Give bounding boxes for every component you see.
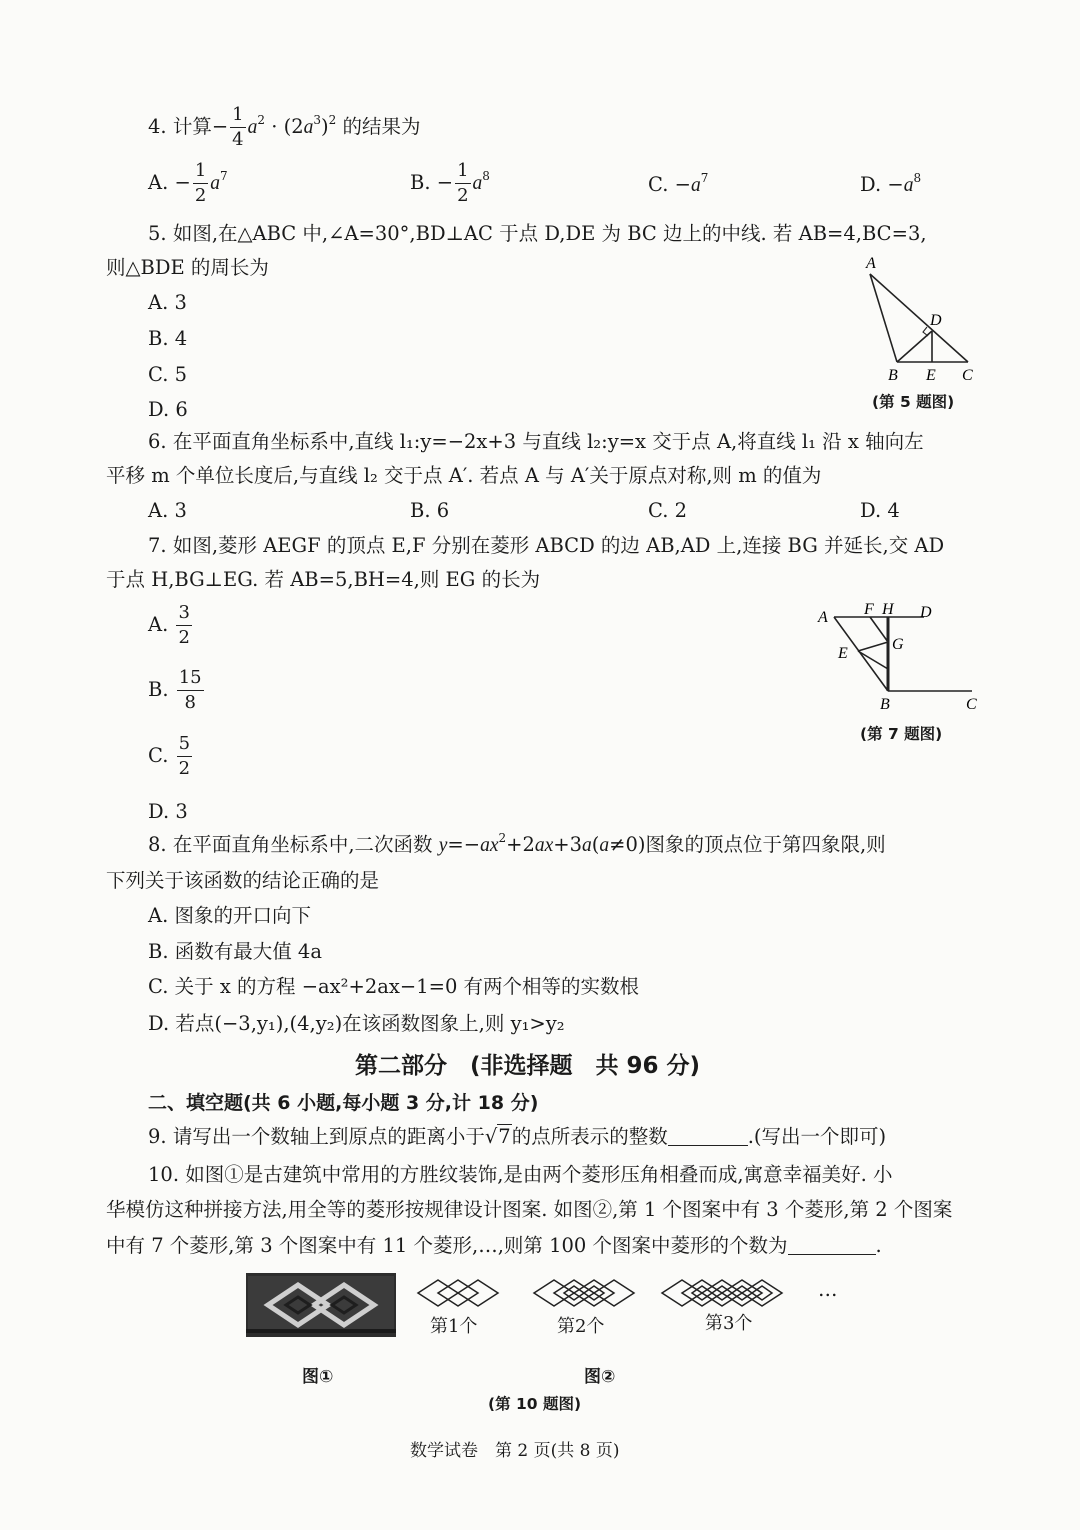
q7-option-c: C. $\frac{5}{2}$ [148,733,191,779]
q7-line2: 于点 H,BG⊥EG. 若 AB=5,BH=4,则 EG 的长为 [106,568,541,591]
q7-option-d: D. 3 [148,800,188,823]
q4-expression: − $\frac{1}{4}$ $a^2 \cdot (2a^3)^2$ [211,104,337,150]
q5-label-e: E [926,367,936,384]
q4-stem-prefix: 计算 [172,115,212,138]
q4-stem-suffix: 的结果为 [342,115,421,138]
q7-label-f: F [864,601,874,618]
q7-label-b: B [880,696,890,713]
q7-segment-eg [858,642,888,651]
q4-stem [148,106,421,149]
q5-figure-caption: (第 5 题图) [872,393,955,411]
q6-option-b: B. 6 [410,499,450,522]
q4-option-a: A. − $\frac{1}{2}$ $a^7$ [148,160,228,206]
q10-pattern-1-label: 第1个 [430,1316,478,1337]
part2-title: 第二部分 (非选择题 共 96 分) [355,1053,701,1079]
q9-stem: 9. 请写出一个数轴上到原点的距离小于√7的点所表示的整数 .(写出一个即可) [148,1125,887,1148]
q7-label-a: A [818,609,828,626]
q7-label-c: C [966,696,977,713]
q7-figure-caption: (第 7 题图) [860,725,943,743]
q5-segment-ab [870,274,897,362]
q10-pattern-3 [660,1276,790,1310]
q10-figure2-label: 图② [584,1367,616,1387]
q7-label-h: H [882,601,894,618]
q4-option-d: D. $-a^8$ [860,171,922,196]
q10-figure1-photo [246,1273,396,1337]
q10-line1: 10. 如图①是古建筑中常用的方胜纹装饰,是由两个菱形压角相叠而成,寓意幸福美好. 小 [148,1163,893,1186]
q5-segment-ac [870,274,968,362]
q5-option-a: A. 3 [148,291,187,314]
q7-label-g: G [892,636,904,653]
q7-line1: 7. 如图,菱形 AEGF 的顶点 E,F 分别在菱形 ABCD 的边 AB,AD 上,连接 BG 并延长,交 AD [148,534,945,557]
q10-figure1-label: 图① [302,1367,334,1387]
q5-option-b: B. 4 [148,327,188,350]
q10-ellipsis: … [818,1278,838,1301]
q10-line3: 中有 7 个菱形,第 3 个图案中有 11 个菱形,…,则第 100 个图案中菱形的个数为 . [106,1234,882,1257]
q8-option-c: C. 关于 x 的方程 −ax²+2ax−1=0 有两个相等的实数根 [148,975,640,998]
q8-option-b: B. 函数有最大值 4a [148,940,322,963]
q7-option-a: A. $\frac{3}{2}$ [148,602,190,648]
q4-frac: $\frac{1}{4}$ [232,104,244,150]
q7-label-d: D [920,604,932,621]
q5-line2: 则△BDE 的周长为 [106,256,269,279]
q6-option-c: C. 2 [648,499,688,522]
q9-answer-blank[interactable] [668,1127,748,1146]
q8-option-a: A. 图象的开口向下 [148,904,311,927]
q7-segment-fg [870,617,888,642]
fill-blank-section-heading: 二、填空题(共 6 小题,每小题 3 分,计 18 分) [148,1092,539,1114]
q8-option-d: D. 若点(−3,y₁),(4,y₂)在该函数图象上,则 y₁>y₂ [148,1012,565,1035]
q5-label-d: D [930,312,942,329]
q5-figure [850,252,990,387]
q5-line1: 5. 如图,在△ABC 中,∠A=30°,BD⊥AC 于点 D,DE 为 BC 边上的中线. 若 AB=4,BC=3, [148,222,927,245]
q6-option-d: D. 4 [860,499,900,522]
q8-line2: 下列关于该函数的结论正确的是 [106,869,380,892]
q5-label-a: A [866,255,876,272]
q6-line1: 6. 在平面直角坐标系中,直线 l₁:y=−2x+3 与直线 l₂:y=x 交于点 A,将直线 l₁ 沿 x 轴向左 [148,430,924,453]
q7-option-b: B. $\frac{15}{8}$ [148,667,202,713]
q4-option-c: C. $-a^7$ [648,171,709,196]
q10-line2: 华模仿这种拼接方法,用全等的菱形按规律设计图案. 如图②,第 1 个图案中有 3 个菱形,第 2 个图案 [106,1198,953,1221]
q10-figure-caption: (第 10 题图) [488,1395,582,1413]
q7-figure [812,597,987,715]
q6-line2: 平移 m 个单位长度后,与直线 l₂ 交于点 A′. 若点 A 与 A′关于原点对称,则 m 的值为 [106,464,822,487]
q10-pattern-3-label: 第3个 [705,1313,753,1334]
q4-option-b: B. − $\frac{1}{2}$ $a^8$ [410,160,490,206]
q5-option-c: C. 5 [148,363,188,386]
q10-pattern-2 [532,1276,636,1310]
q6-option-a: A. 3 [148,499,187,522]
q9-sqrt: √7 [484,1125,511,1148]
q10-pattern-1 [416,1276,500,1310]
q8-function: $y=-ax^2+2ax+3a(a\ne 0)$ [438,831,646,856]
q7-label-e: E [838,645,848,662]
q10-answer-blank[interactable] [788,1236,876,1255]
q10-pattern-2-label: 第2个 [557,1316,605,1337]
q5-label-c: C [962,367,973,384]
page-footer: 数学试卷 第 2 页(共 8 页) [410,1441,620,1461]
q8-line1: 8. 在平面直角坐标系中,二次函数 $y=-ax^2+2ax+3a(a\ne 0)$图象的顶点位于第四象限,则 [148,831,886,856]
q4-number: 4. [148,115,167,138]
q5-option-d: D. 6 [148,398,188,421]
q5-label-b: B [888,367,898,384]
